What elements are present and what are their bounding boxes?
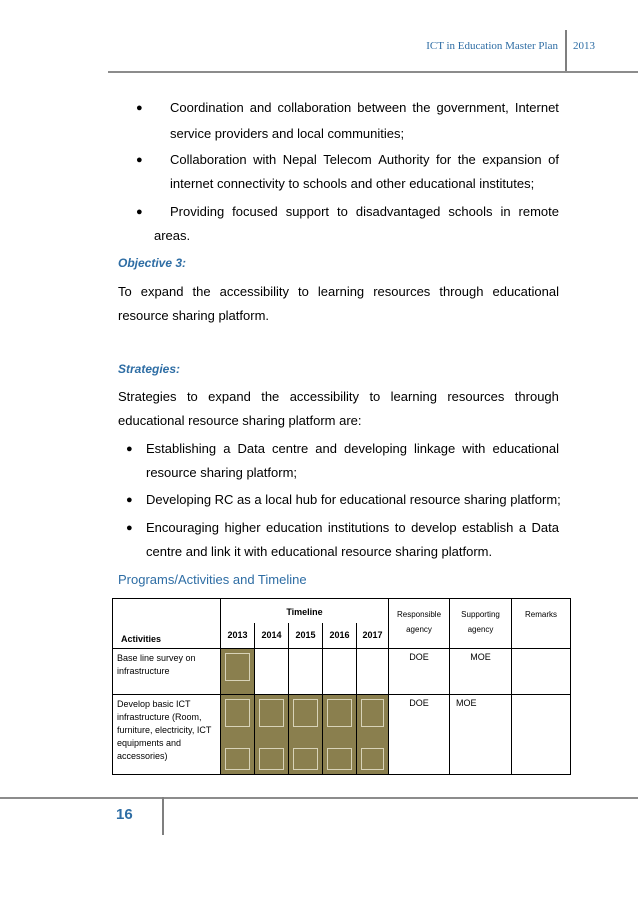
footer-rule (0, 797, 638, 799)
header-year: 2013 (221, 623, 255, 649)
word: to (394, 520, 406, 535)
bullet-icon: ● (136, 154, 143, 166)
header-year: 2015 (289, 623, 323, 649)
timeline-active-cell (323, 695, 357, 775)
word: educational (492, 284, 559, 299)
bullet-icon: ● (126, 443, 133, 455)
strategies-intro-line1 (118, 389, 559, 405)
bullet-icon: ● (126, 522, 133, 534)
timeline-empty-cell (289, 649, 323, 695)
bullet-1-line2: service providers and local communities; (170, 126, 405, 141)
bullet-icon: ● (126, 494, 133, 506)
word: to (298, 284, 309, 299)
word: and (315, 441, 337, 456)
word: education (266, 520, 323, 535)
bullet-icon: ● (136, 206, 143, 218)
header-supporting-agency: Supporting agency (450, 599, 512, 649)
word: Encouraging (146, 520, 219, 535)
strategy-3-line2: centre and link it with educational resource sharing platform. (146, 544, 493, 559)
word: a (518, 520, 527, 535)
strategies-heading: Strategies: (118, 362, 181, 376)
activities-timeline-table (112, 598, 571, 775)
word: and (249, 100, 272, 115)
word: To (118, 284, 132, 299)
timeline-empty-cell (357, 649, 389, 695)
word: collaboration (277, 100, 352, 115)
word: educational (492, 441, 559, 456)
activity-cell: Develop basic ICT infrastructure (Room, furniture, electricity, ICT equipments and accessories) (113, 695, 221, 775)
bullet-1-line1 (170, 100, 559, 116)
word: resources (447, 389, 505, 404)
word: resources (373, 284, 431, 299)
word: disadvantaged (355, 204, 441, 219)
timeline-active-cell (255, 695, 289, 775)
responsible-agency-cell: DOE (389, 649, 450, 695)
word: Authority (378, 152, 430, 167)
remarks-cell (512, 649, 571, 695)
footer-divider (162, 797, 164, 835)
word: focused (232, 204, 278, 219)
timeline-active-cell (221, 649, 255, 695)
word: Developing RC as a local hub for educational resource sharing platform; (146, 492, 561, 507)
header-divider (565, 30, 567, 73)
timeline-empty-cell (323, 649, 357, 695)
supporting-agency-cell: MOE (450, 695, 512, 775)
word: in (500, 204, 511, 219)
word: linkage (414, 441, 456, 456)
word: Telecom (323, 152, 372, 167)
word: government, (436, 100, 509, 115)
word: Strategies (118, 389, 177, 404)
header-activities: Activities (113, 599, 221, 649)
timeline-active-cell (357, 695, 389, 775)
objective-heading: Objective 3: (118, 256, 187, 270)
word: expansion (482, 152, 542, 167)
word: a (223, 441, 231, 456)
word: remote (518, 204, 559, 219)
header-year: 2014 (255, 623, 289, 649)
word: institutions (327, 520, 390, 535)
bullet-2-line2: internet connectivity to schools and other educational institutes; (170, 176, 535, 191)
objective-line1 (118, 284, 559, 300)
strategy-1-line2: resource sharing platform; (146, 465, 298, 480)
word: support (285, 204, 330, 219)
word: developing (344, 441, 407, 456)
timeline-active-cell (221, 695, 255, 775)
word: the (412, 100, 431, 115)
word: the (457, 152, 476, 167)
timeline-active-cell (289, 695, 323, 775)
strategies-intro-line2: educational resource sharing platform are: (118, 413, 362, 428)
strategy-3-line1 (146, 520, 559, 536)
header-rule (108, 71, 638, 73)
word: centre (272, 441, 309, 456)
supporting-agency-cell: MOE (450, 649, 512, 695)
word: the (261, 389, 280, 404)
word: through (439, 284, 484, 299)
bullet-2-line1 (170, 152, 559, 168)
word: with (462, 441, 486, 456)
word: Data (531, 520, 559, 535)
header-remarks: Remarks (512, 599, 571, 649)
header-responsible-agency: Responsible agency (389, 599, 450, 649)
word: between (357, 100, 407, 115)
word: learning (317, 284, 365, 299)
word: Coordination (170, 100, 244, 115)
word: of (548, 152, 559, 167)
responsible-agency-cell: DOE (389, 695, 450, 775)
objective-line2: resource sharing platform. (118, 308, 270, 323)
word: develop (411, 520, 457, 535)
table-row (113, 695, 571, 775)
word: higher (224, 520, 261, 535)
word: Data (237, 441, 265, 456)
activity-cell: Base line survey on infrastructure (113, 649, 221, 695)
strategy-1-line1 (146, 441, 559, 457)
word: expand (140, 284, 184, 299)
running-header-title: ICT in Education Master Plan (426, 40, 558, 52)
programs-title: Programs/Activities and Timeline (118, 572, 307, 587)
word: schools (448, 204, 493, 219)
bullet-icon: ● (136, 102, 143, 114)
strategy-2-line1 (146, 492, 561, 508)
word: Nepal (282, 152, 317, 167)
word: through (514, 389, 559, 404)
running-header-year: 2013 (573, 40, 595, 52)
word: Establishing (146, 441, 217, 456)
word: learning (390, 389, 437, 404)
word: the (192, 284, 211, 299)
bullet-3-line2: areas. (154, 228, 191, 243)
word: Collaboration (170, 152, 247, 167)
word: Internet (514, 100, 559, 115)
header-year: 2016 (323, 623, 357, 649)
header-timeline: Timeline (221, 599, 389, 623)
page-number: 16 (116, 806, 133, 823)
word: accessibility (289, 389, 360, 404)
table-row (113, 649, 571, 695)
bullet-3-line1 (170, 204, 559, 220)
word: with (253, 152, 277, 167)
word: establish (462, 520, 514, 535)
remarks-cell (512, 695, 571, 775)
word: Providing (170, 204, 225, 219)
word: to (369, 389, 381, 404)
word: for (436, 152, 452, 167)
word: to (337, 204, 348, 219)
word: expand (208, 389, 251, 404)
timeline-empty-cell (255, 649, 289, 695)
word: to (186, 389, 198, 404)
word: accessibility (219, 284, 289, 299)
header-year: 2017 (357, 623, 389, 649)
